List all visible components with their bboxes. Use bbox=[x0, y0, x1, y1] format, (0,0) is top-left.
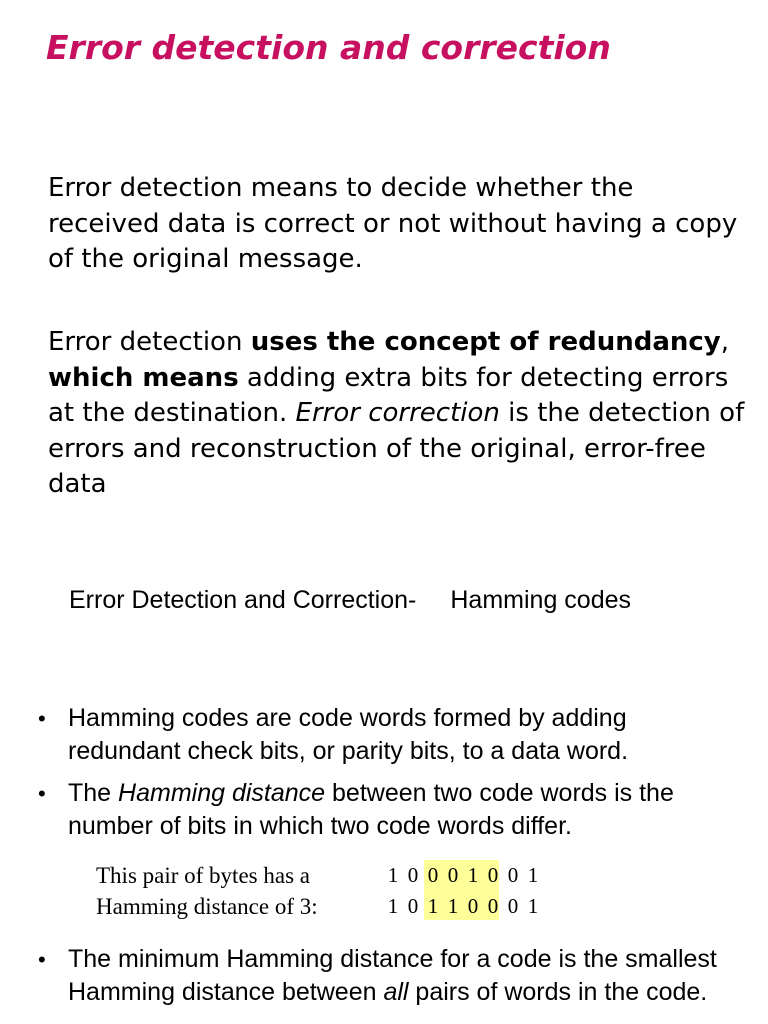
bullet-dot-icon: • bbox=[38, 947, 46, 972]
subheading-part2: Hamming codes bbox=[450, 586, 632, 614]
example-caption-line1: This pair of bytes has a bbox=[96, 863, 310, 888]
para2-text-3: is the detection of errors and reconstruction of the original, error-free data bbox=[48, 398, 745, 499]
bit: 0 bbox=[507, 894, 519, 918]
bit: 1 bbox=[467, 863, 479, 887]
bullet-dot-icon: • bbox=[38, 781, 46, 806]
bit: 0 bbox=[507, 863, 519, 887]
bullet-text-pre: The bbox=[68, 779, 119, 807]
example-caption-line2: Hamming distance of 3: bbox=[96, 894, 318, 919]
para2-italic-error-correction: Error correction bbox=[295, 398, 500, 428]
bit: 1 bbox=[387, 894, 399, 918]
bit: 0 bbox=[467, 894, 479, 918]
bit: 1 bbox=[527, 863, 539, 887]
subheading-part1: Error Detection and Correction- bbox=[69, 586, 417, 614]
para2-bold-concept: uses the concept of redundancy bbox=[250, 327, 721, 357]
bit: 0 bbox=[407, 894, 419, 918]
bullet-text-post: pairs of words in the code. bbox=[408, 978, 708, 1006]
para2-text-1: Error detection bbox=[48, 327, 251, 357]
bit: 1 bbox=[447, 894, 459, 918]
bullet-text-post: between two code words is the number of bits in which two code words differ. bbox=[68, 779, 674, 840]
paragraph-error-detection: Error detection means to decide whether the received data is correct or not without having a copy of the original message. bbox=[48, 173, 738, 274]
bit: 0 bbox=[447, 863, 459, 887]
bullet-list bbox=[0, 702, 740, 1009]
slide-title: Error detection and correction bbox=[46, 28, 611, 67]
paragraph-redundancy bbox=[48, 325, 748, 503]
section-subheading bbox=[20, 582, 660, 618]
byte-row-1 bbox=[383, 860, 543, 891]
bullet-dot-icon: • bbox=[38, 706, 46, 731]
bit: 0 bbox=[427, 863, 439, 887]
byte-row-2 bbox=[383, 891, 543, 922]
bit: 0 bbox=[487, 863, 499, 887]
para2-text-2: adding extra bits for detecting errors at the destination. bbox=[48, 362, 729, 428]
bit: 1 bbox=[527, 894, 539, 918]
bullet-text-pre: The minimum Hamming distance for a code is the smallest Hamming distance between bbox=[68, 945, 717, 1006]
para2-text-comma: , bbox=[720, 327, 729, 357]
bullet-text-emphasis: all bbox=[383, 978, 409, 1006]
bit: 1 bbox=[387, 863, 399, 887]
example-bit-rows bbox=[383, 860, 543, 922]
bullet-item-hamming-codes bbox=[0, 702, 740, 768]
para2-bold-which-means: which means bbox=[48, 362, 239, 393]
example-caption bbox=[96, 860, 318, 922]
bit: 0 bbox=[487, 894, 499, 918]
bullet-item-minimum-distance bbox=[0, 943, 740, 1009]
bit: 0 bbox=[407, 863, 419, 887]
bullet-item-hamming-distance bbox=[0, 777, 740, 843]
bullet-text: Hamming codes are code words formed by adding redundant check bits, or parity bits, to a data word. bbox=[68, 704, 629, 765]
bullet-text-emphasis: Hamming distance bbox=[118, 779, 326, 807]
bit: 1 bbox=[427, 894, 439, 918]
